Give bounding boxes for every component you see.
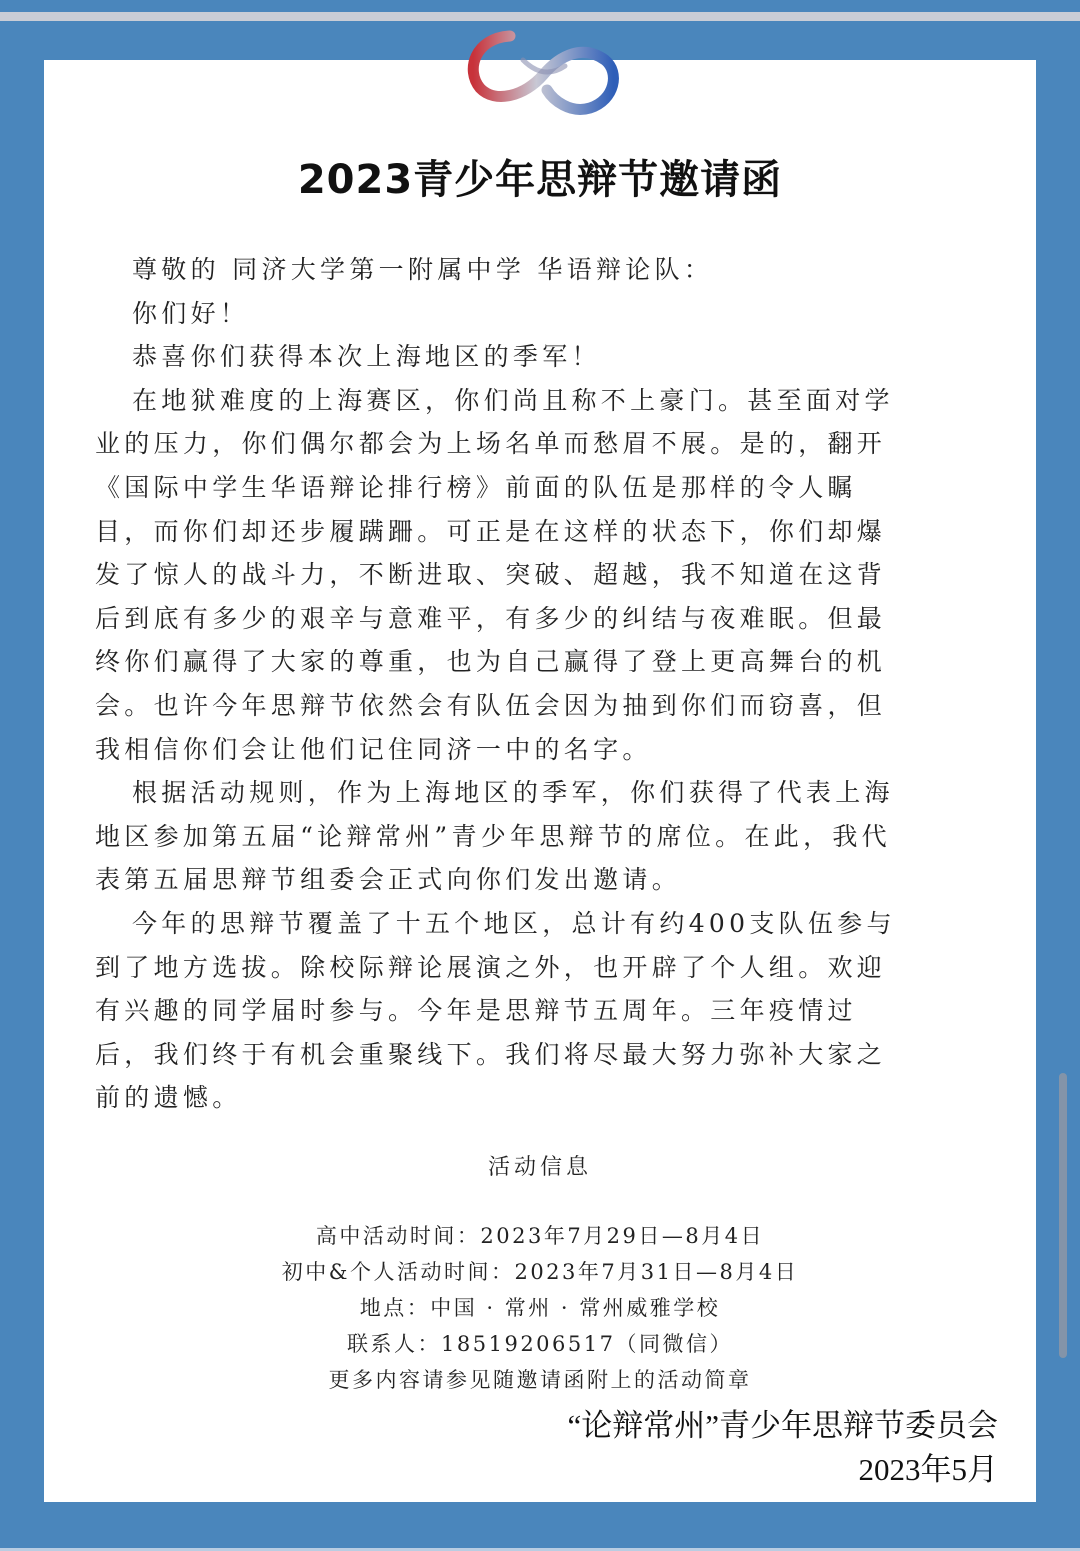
high-school-schedule: 高中活动时间：2023年7月29日—8月4日 [315, 1224, 765, 1248]
salutation: 尊敬的 同济大学第一附属中学 华语辩论队： [132, 255, 714, 284]
congratulations-line: 恭喜你们获得本次上海地区的季军！ [132, 342, 601, 372]
greeting: 你们好！ [132, 298, 250, 328]
middle-school-schedule: 初中&个人活动时间：2023年7月31日—8月4日 [281, 1260, 799, 1284]
event-location: 地点：中国 · 常州 · 常州威雅学校 [359, 1296, 721, 1320]
signature-block [567, 1404, 998, 1492]
event-info-heading: 活动信息 [487, 1155, 592, 1180]
vertical-scrollbar[interactable] [1059, 1073, 1067, 1358]
signature-organization: “论辩常州”青少年思辩节委员会 [567, 1408, 998, 1443]
letter-body [95, 248, 910, 1120]
event-info-list [0, 1218, 1080, 1398]
paragraph-1: 在地狱难度的上海赛区，你们尚且称不上豪门。甚至面对学业的压力，你们偶尔都会为上场名单而愁眉不展。是的，翻开《国际中学生华语辩论排行榜》前面的队伍是那样的令人瞩目，而你们却还步履蹒跚。可正是在这样的状态下，你们却爆发了惊人的战斗力，不断进取、突破、超越，我不知道在这背后到底有多少的艰辛与意难平，有多少的纠结与夜难眠。但最终你们赢得了大家的尊重，也为自己赢得了登上更高舞台的机会。也许今年思辩节依然会有队伍会因为抽到你们而窃喜，但我相信你们会让他们记住同济一中的名字。 [95, 385, 894, 764]
more-info-note: 更多内容请参见随邀请函附上的活动简章 [328, 1368, 752, 1392]
paragraph-2: 根据活动规则，作为上海地区的季军，你们获得了代表上海地区参加第五届“论辩常州”青少年思辩节的席位。在此，我代表第五届思辩节组委会正式向你们发出邀请。 [95, 778, 894, 895]
page-title: 2023青少年思辩节邀请函 [297, 157, 783, 203]
paragraph-3: 今年的思辩节覆盖了十五个地区，总计有约400支队伍参与到了地方选拔。除校际辩论展演之外，也开辟了个人组。欢迎有兴趣的同学届时参与。今年是思辩节五周年。三年疫情过后，我们终于有机会重聚线下。我们将尽最大努力弥补大家之前的遗憾。 [95, 908, 896, 1113]
contact-info: 联系人：18519206517（同微信） [347, 1332, 733, 1356]
signature-date: 2023年5月 [858, 1452, 998, 1487]
infinity-logo-icon [455, 30, 630, 120]
top-status-band [0, 12, 1080, 21]
